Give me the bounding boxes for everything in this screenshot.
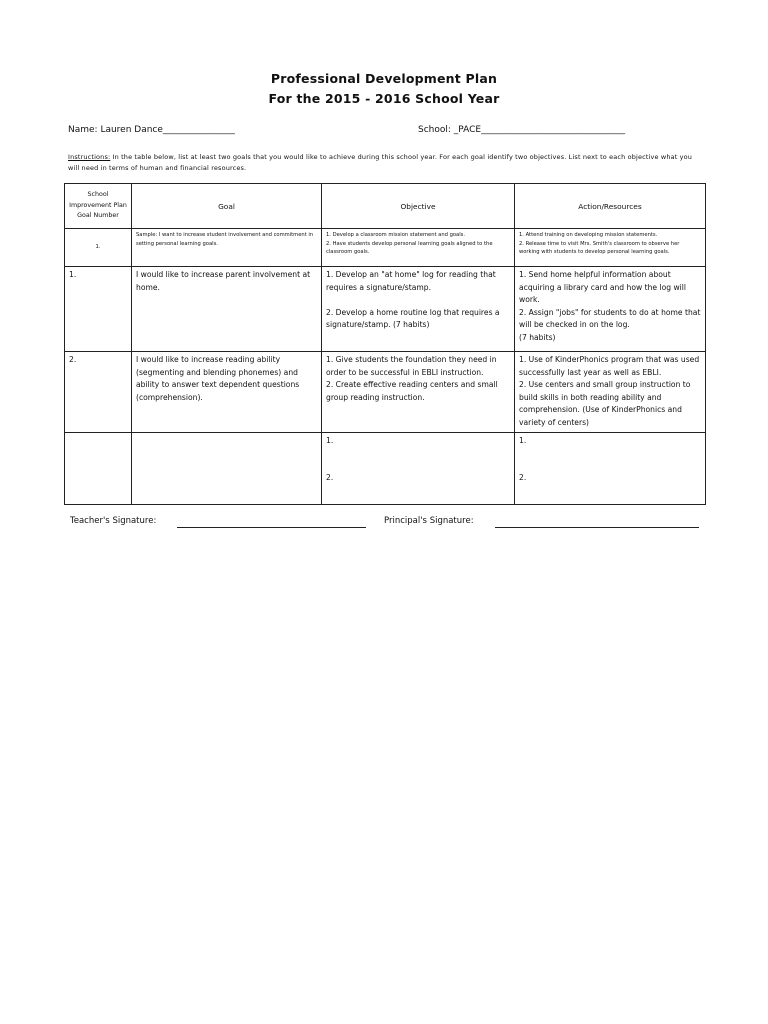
row-2-action: 1. Use of KinderPhonics program that was used successfully last year as well as EBLI. 2. Use centers and small group instruction to build skills in both reading ability and comprehension. (Use of KinderPhonics and variety of centers) bbox=[515, 352, 706, 433]
row-2-objective: 1. Give students the foundation they need in order to be successful in EBLI instruction. 2. Create effective reading centers and small group reading instruction. bbox=[322, 352, 515, 433]
table-row bbox=[65, 352, 706, 433]
row-1-objective: 1. Develop an "at home" log for reading that requires a signature/stamp. 2. Develop a home routine log that requires a signature/stamp. (7 habits) bbox=[322, 267, 515, 352]
instructions bbox=[68, 152, 704, 174]
header-goal-number: School Improvement Plan Goal Number bbox=[65, 184, 132, 229]
row-3-number bbox=[65, 432, 132, 504]
school-field: School: _PACE________________________________ bbox=[418, 125, 626, 135]
table-header-row bbox=[65, 184, 706, 229]
row-1-number: 1. bbox=[65, 267, 132, 352]
teacher-signature-line[interactable] bbox=[177, 527, 366, 528]
row-3-action: 1. 2. bbox=[515, 432, 706, 504]
row-2-number: 2. bbox=[65, 352, 132, 433]
sample-row bbox=[65, 229, 706, 267]
row-1-action: 1. Send home helpful information about acquiring a library card and how the log will work. 2. Assign "jobs" for students to do at home that will be checked in on the log. (7 habits) bbox=[515, 267, 706, 352]
principal-signature-label: Principal's Signature: bbox=[384, 516, 474, 526]
teacher-signature-label: Teacher's Signature: bbox=[70, 516, 157, 526]
principal-signature-line[interactable] bbox=[495, 527, 699, 528]
plan-table bbox=[64, 183, 706, 505]
header-objective: Objective bbox=[322, 184, 515, 229]
sample-number: 1. bbox=[65, 229, 132, 267]
header-action-resources: Action/Resources bbox=[515, 184, 706, 229]
sample-objective: 1. Develop a classroom mission statement and goals. 2. Have students develop personal learning goals aligned to the classroom goals. bbox=[322, 229, 515, 267]
document-title: Professional Development Plan bbox=[270, 71, 498, 86]
table-row bbox=[65, 432, 706, 504]
instructions-label: Instructions: bbox=[68, 153, 111, 161]
header-goal: Goal bbox=[132, 184, 322, 229]
row-2-goal: I would like to increase reading ability (segmenting and blending phonemes) and ability to answer text dependent questions (comprehension). bbox=[132, 352, 322, 433]
instructions-text: In the table below, list at least two goals that you would like to achieve during this school year. For each goal identify two objectives. List next to each objective what you will need in terms of human and financial resources. bbox=[68, 153, 693, 172]
name-field: Name: Lauren Dance________________ bbox=[68, 125, 235, 135]
row-3-goal bbox=[132, 432, 322, 504]
sample-action: 1. Attend training on developing mission statements. 2. Release time to visit Mrs. Smith's classroom to observe her working with students to develop personal learning goals. bbox=[515, 229, 706, 267]
row-1-goal: I would like to increase parent involvement at home. bbox=[132, 267, 322, 352]
document-subtitle: For the 2015 - 2016 School Year bbox=[268, 91, 500, 106]
sample-goal: Sample: I want to increase student involvement and commitment in setting personal learning goals. bbox=[132, 229, 322, 267]
row-3-objective: 1. 2. bbox=[322, 432, 515, 504]
table-row bbox=[65, 267, 706, 352]
